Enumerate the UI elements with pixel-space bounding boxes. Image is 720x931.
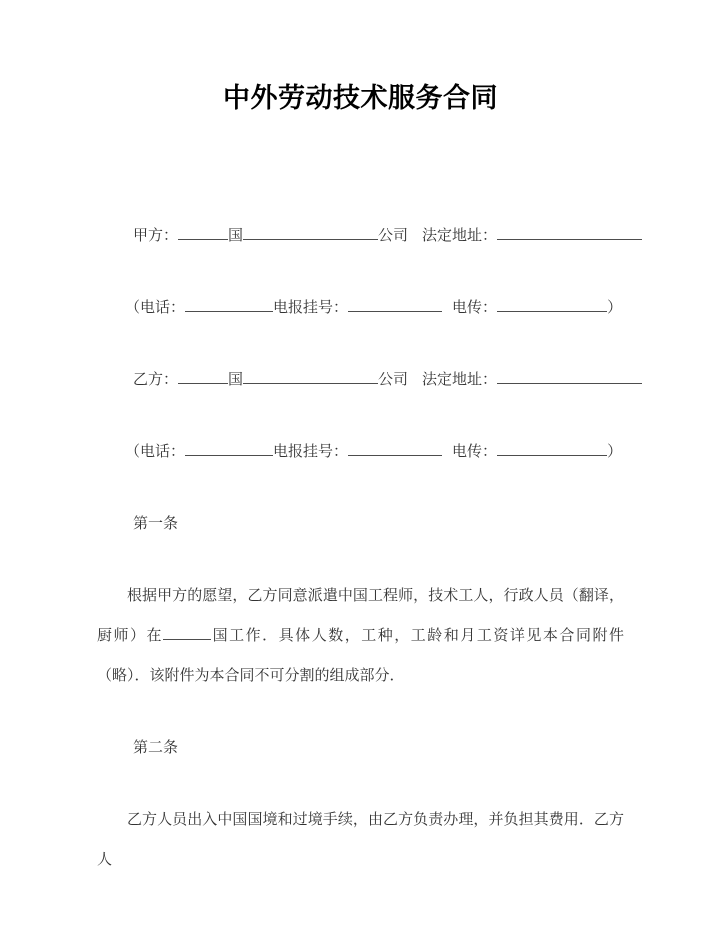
party-a-line: [97, 216, 624, 256]
party-a-contact-open-paren: （: [125, 298, 141, 316]
party-a-company-label: 公司: [378, 226, 409, 244]
party-a-label: 甲方：: [133, 226, 179, 244]
document-title: 中外劳动技术服务合同: [223, 83, 498, 113]
article-one-text-after-blank: 国工作．具体人数，工种，工龄和月工资详见本合同附件（略）．该附件为本合同不可分割的组成部分．: [97, 626, 624, 684]
article-one-heading: 第一条: [133, 514, 179, 532]
party-b-telex-label: 电传：: [452, 442, 498, 460]
party-a-contact-close-paren: ）: [607, 298, 623, 316]
party-a-country-blank: [178, 225, 228, 240]
party-b-company-blank: [243, 369, 378, 384]
article-two-body: 乙方人员出入中国国境和过境手续，由乙方负责办理，并负担其费用．乙方人: [97, 810, 624, 868]
party-a-company-blank: [243, 225, 378, 240]
article-one-body: [97, 576, 624, 696]
party-b-address-blank: [497, 369, 642, 384]
party-a-telegraph-blank: [348, 297, 442, 312]
party-b-country-label: 国: [228, 370, 244, 388]
party-a-telex-label: 电传：: [452, 298, 498, 316]
party-b-address-label: 法定地址：: [422, 370, 498, 388]
party-b-line: [97, 360, 624, 400]
article-two-heading: 第二条: [133, 738, 179, 756]
party-a-phone-label: 电话：: [140, 298, 186, 316]
party-b-telegraph-label: 电报挂号：: [273, 442, 349, 460]
article-one-country-blank: [163, 625, 211, 640]
party-a-telex-blank: [497, 297, 607, 312]
party-b-contact-close-paren: ）: [607, 442, 623, 460]
party-b-company-label: 公司: [378, 370, 409, 388]
party-a-address-label: 法定地址：: [422, 226, 498, 244]
party-b-phone-blank: [185, 441, 273, 456]
party-b-contact-open-paren: （: [125, 442, 141, 460]
party-a-contact-line: [97, 288, 624, 328]
party-b-country-blank: [178, 369, 228, 384]
party-a-country-label: 国: [228, 226, 244, 244]
party-b-telex-blank: [497, 441, 607, 456]
party-a-address-blank: [497, 225, 642, 240]
party-a-phone-blank: [185, 297, 273, 312]
party-b-contact-line: [97, 432, 624, 472]
party-b-telegraph-blank: [348, 441, 442, 456]
article-one-text-before-blank: 根据甲方的愿望，乙方同意派遣中国工程师，技术工人，行政人员（翻译，厨师）在: [97, 586, 624, 644]
party-a-telegraph-label: 电报挂号：: [273, 298, 349, 316]
party-b-phone-label: 电话：: [140, 442, 186, 460]
party-b-label: 乙方：: [133, 370, 179, 388]
